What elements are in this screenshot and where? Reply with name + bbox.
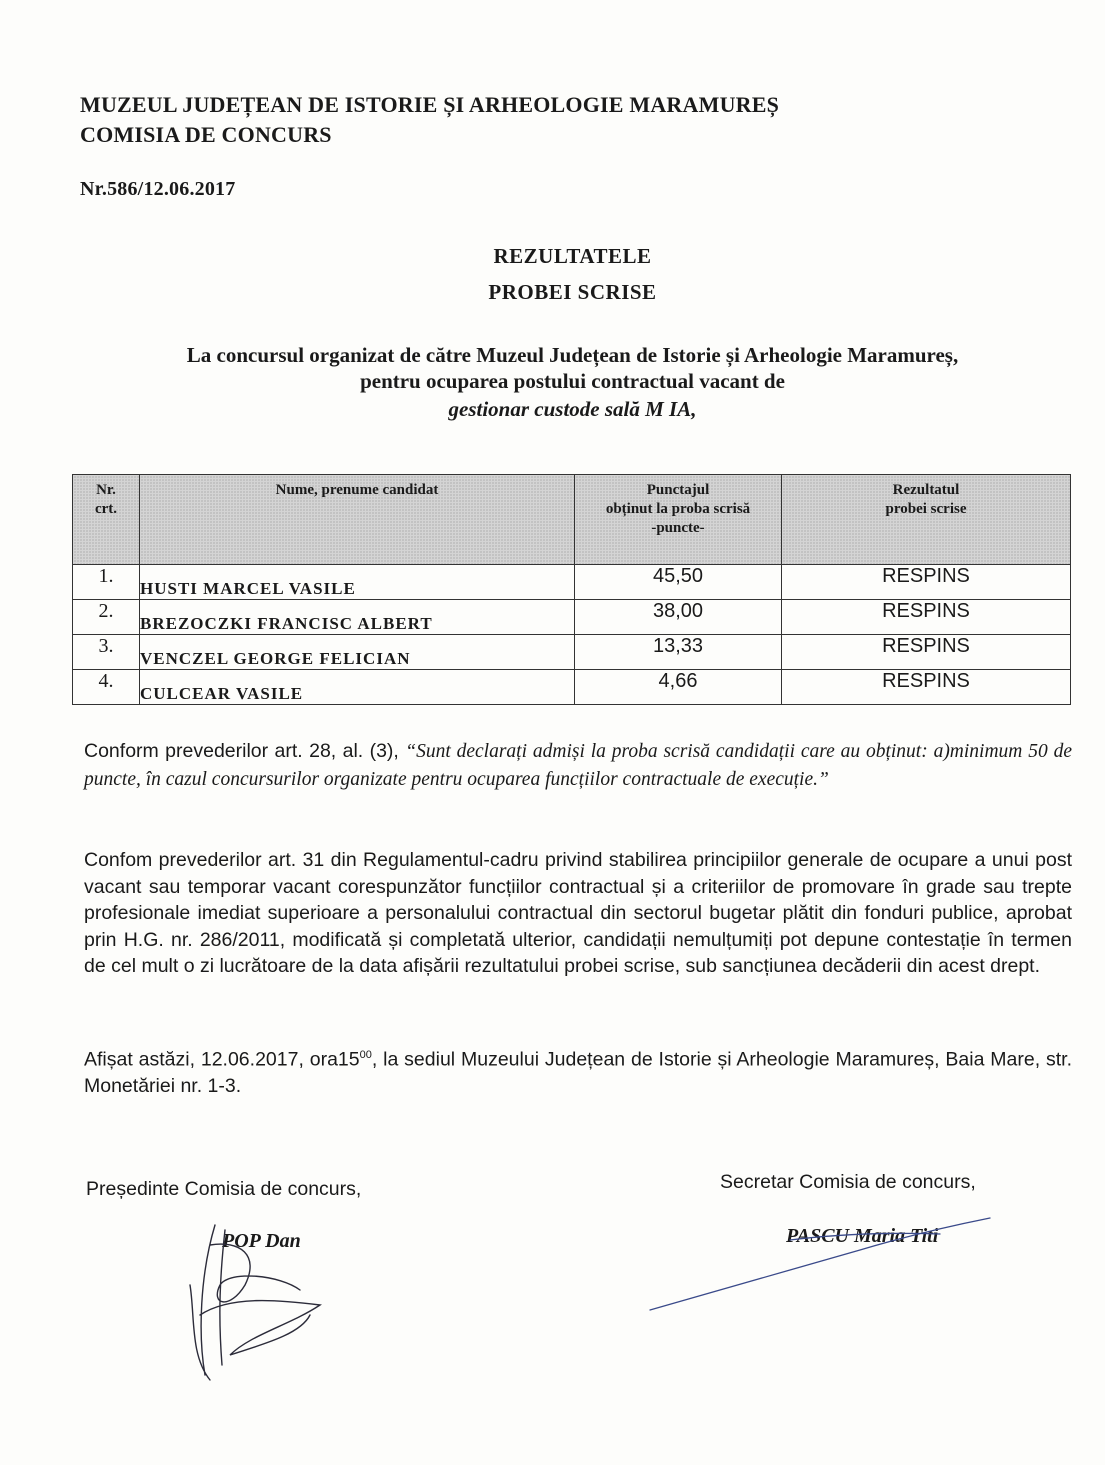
row-score: 4,66 xyxy=(575,670,782,705)
rule-quote: “Sunt declarați admiși la proba scrisă candidații care au obținut: a)minimum 50 de puncte, în cazul concursurilor organizate pentru ocuparea funcțiilor contractuale de execuție.” xyxy=(84,741,1073,790)
secretary-name: PASCU Maria Titi xyxy=(786,1225,939,1247)
table-row xyxy=(73,635,1071,670)
secretary-label: Secretar Comisia de concurs, xyxy=(720,1171,976,1193)
president-name: POP Dan xyxy=(222,1230,301,1252)
row-result: RESPINS xyxy=(782,670,1071,705)
intro-line-2: pentru ocuparea postului contractual vacant de xyxy=(360,369,785,393)
position-name: gestionar custode sală M IA, xyxy=(448,397,697,421)
admission-rule-paragraph xyxy=(84,738,1072,793)
header-nr: Nr. crt. xyxy=(73,475,140,565)
secretary-signature xyxy=(640,1210,1000,1320)
reference-number: Nr.586/12.06.2017 xyxy=(80,178,236,200)
results-table xyxy=(72,474,1071,705)
row-nr: 3. xyxy=(73,635,140,670)
table-row xyxy=(73,565,1071,600)
row-result: RESPINS xyxy=(782,565,1071,600)
appeal-paragraph: Confom prevederilor art. 31 din Regulamentul-cadru privind stabilirea principiilor generale de ocupare a unui post vacant sau temporar vacant corespunzător funcțiilor contractual și a criteriilor de promovare în grade sau trepte profesionale imediat superioare a personalului contractual din sectorul bugetar plătit din fonduri publice, aprobat prin H.G. nr. 286/2011, modificată și completată ulterior, candidații nemulțumiți pot depune contestație în termen de cel mult o zi lucrătoare de la data afișării rezultatului probei scrise, sub sancțiunea decăderii din acest drept. xyxy=(84,849,1072,977)
header-name: Nume, prenume candidat xyxy=(140,475,575,565)
table-row xyxy=(73,670,1071,705)
rule-lead: Conform prevederilor art. 28, al. (3), xyxy=(84,740,399,762)
row-candidate-name: CULCEAR VASILE xyxy=(140,670,575,705)
posting-paragraph: Afișat astăzi, 12.06.2017, $ora15^{00}$, la sediul Muzeului Județean de Istorie și Arheologie Maramureș, Baia Mare, str. Monetăriei nr. 1-3. xyxy=(84,1048,1072,1097)
document-subtitle: PROBEI SCRISE xyxy=(488,280,657,304)
commission-name: COMISIA DE CONCURS xyxy=(80,122,332,147)
row-candidate-name: VENCZEL GEORGE FELICIAN xyxy=(140,635,575,670)
row-score: 13,33 xyxy=(575,635,782,670)
row-candidate-name: BREZOCZKI FRANCISC ALBERT xyxy=(140,600,575,635)
row-nr: 1. xyxy=(73,565,140,600)
president-label: Președinte Comisia de concurs, xyxy=(86,1178,362,1200)
row-nr: 2. xyxy=(73,600,140,635)
row-result: RESPINS xyxy=(782,600,1071,635)
row-score: 45,50 xyxy=(575,565,782,600)
table-header-row xyxy=(73,475,1071,565)
intro-line-1: La concursul organizat de către Muzeul Județean de Istorie și Arheologie Maramureș, xyxy=(186,343,959,367)
header-result: Rezultatul probei scrise xyxy=(782,475,1071,565)
row-candidate-name: HUSTI MARCEL VASILE xyxy=(140,565,575,600)
row-score: 38,00 xyxy=(575,600,782,635)
institution-name: MUZEUL JUDEȚEAN DE ISTORIE ȘI ARHEOLOGIE MARAMUREȘ xyxy=(80,92,780,117)
president-signature xyxy=(170,1215,350,1385)
row-nr: 4. xyxy=(73,670,140,705)
document-title: REZULTATELE xyxy=(493,244,652,268)
header-score: Punctajul obținut la proba scrisă -puncte- xyxy=(575,475,782,565)
table-row xyxy=(73,600,1071,635)
row-result: RESPINS xyxy=(782,635,1071,670)
